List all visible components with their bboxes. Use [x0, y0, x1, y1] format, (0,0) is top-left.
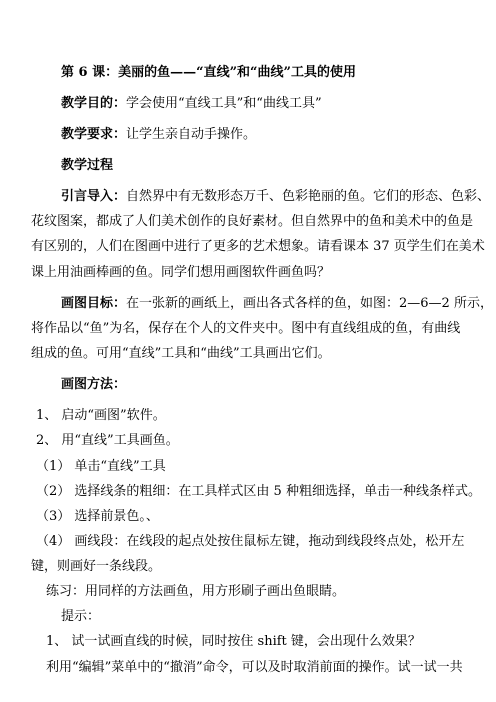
- step-2-1: （1） 单击“直线”工具: [36, 459, 166, 474]
- teaching-purpose-text: 学会使用“直线工具”和“曲线工具”: [126, 96, 322, 111]
- intro-text-1: 自然界中有无数形态万千、色彩艳丽的鱼。它们的形态、色彩、: [126, 189, 491, 204]
- intro-line-2: 花纹图案，都成了人们美术创作的良好素材。但自然界中的鱼和美术中的鱼是: [31, 214, 474, 229]
- hint-1: 1、 试一试画直线的时候，同时按住 shift 键，会出现什么效果？: [46, 634, 421, 649]
- hint-2: 利用“编辑”菜单中的“撤消”命令，可以及时取消前面的操作。试一试一共: [46, 660, 463, 675]
- process-heading: 教学过程: [61, 158, 114, 173]
- step-2: 2、 用“直线”工具画鱼。: [36, 433, 179, 448]
- step-2-4-continued: 键，则画好一条线段。: [31, 559, 162, 574]
- method-heading: 画图方法：: [61, 377, 127, 392]
- step-1: 1、 启动“画图”软件。: [36, 408, 166, 423]
- teaching-requirement-label: 教学要求：: [61, 127, 127, 142]
- teaching-purpose: [61, 95, 322, 113]
- goal-line-3: 组成的鱼。可用“直线”工具和“曲线”工具画出它们。: [31, 346, 331, 361]
- teaching-requirement-text: 让学生亲自动手操作。: [126, 127, 257, 142]
- goal-label: 画图目标：: [61, 296, 127, 311]
- intro-label: 引言导入：: [61, 189, 127, 204]
- step-2-2: （2） 选择线条的粗细：在工具样式区由 5 种粗细选择，单击一种线条样式。: [36, 484, 481, 499]
- practice: 练习：用同样的方法画鱼，用方形刷子画出鱼眼睛。: [46, 584, 346, 599]
- teaching-purpose-label: 教学目的：: [61, 96, 127, 111]
- hint-heading: 提示：: [61, 609, 101, 624]
- step-2-4: （4） 画线段：在线段的起点处按住鼠标左键，拖动到线段终点处，松开左: [36, 534, 465, 549]
- teaching-requirement: [61, 126, 256, 144]
- intro-line-4: 课上用油画棒画的鱼。同学们想用画图软件画鱼吗？: [31, 265, 331, 280]
- intro-line-3: 有区别的，人们在图画中进行了更多的艺术想象。请看课本 37 页学生们在美术: [31, 239, 485, 254]
- step-2-3: （3） 选择前景色。、: [36, 509, 159, 524]
- goal-text-1: 在一张新的画纸上，画出各式各样的鱼，如图：2—6—2 所示，: [126, 296, 493, 311]
- goal-line-1: [61, 295, 493, 313]
- goal-line-2: 将作品以“鱼”为名，保存在个人的文件夹中。图中有直线组成的鱼，有曲线: [31, 321, 461, 336]
- lesson-title: 第 6 课：美丽的鱼——“直线”和“曲线”工具的使用: [61, 65, 357, 80]
- intro-line-1: [61, 188, 490, 206]
